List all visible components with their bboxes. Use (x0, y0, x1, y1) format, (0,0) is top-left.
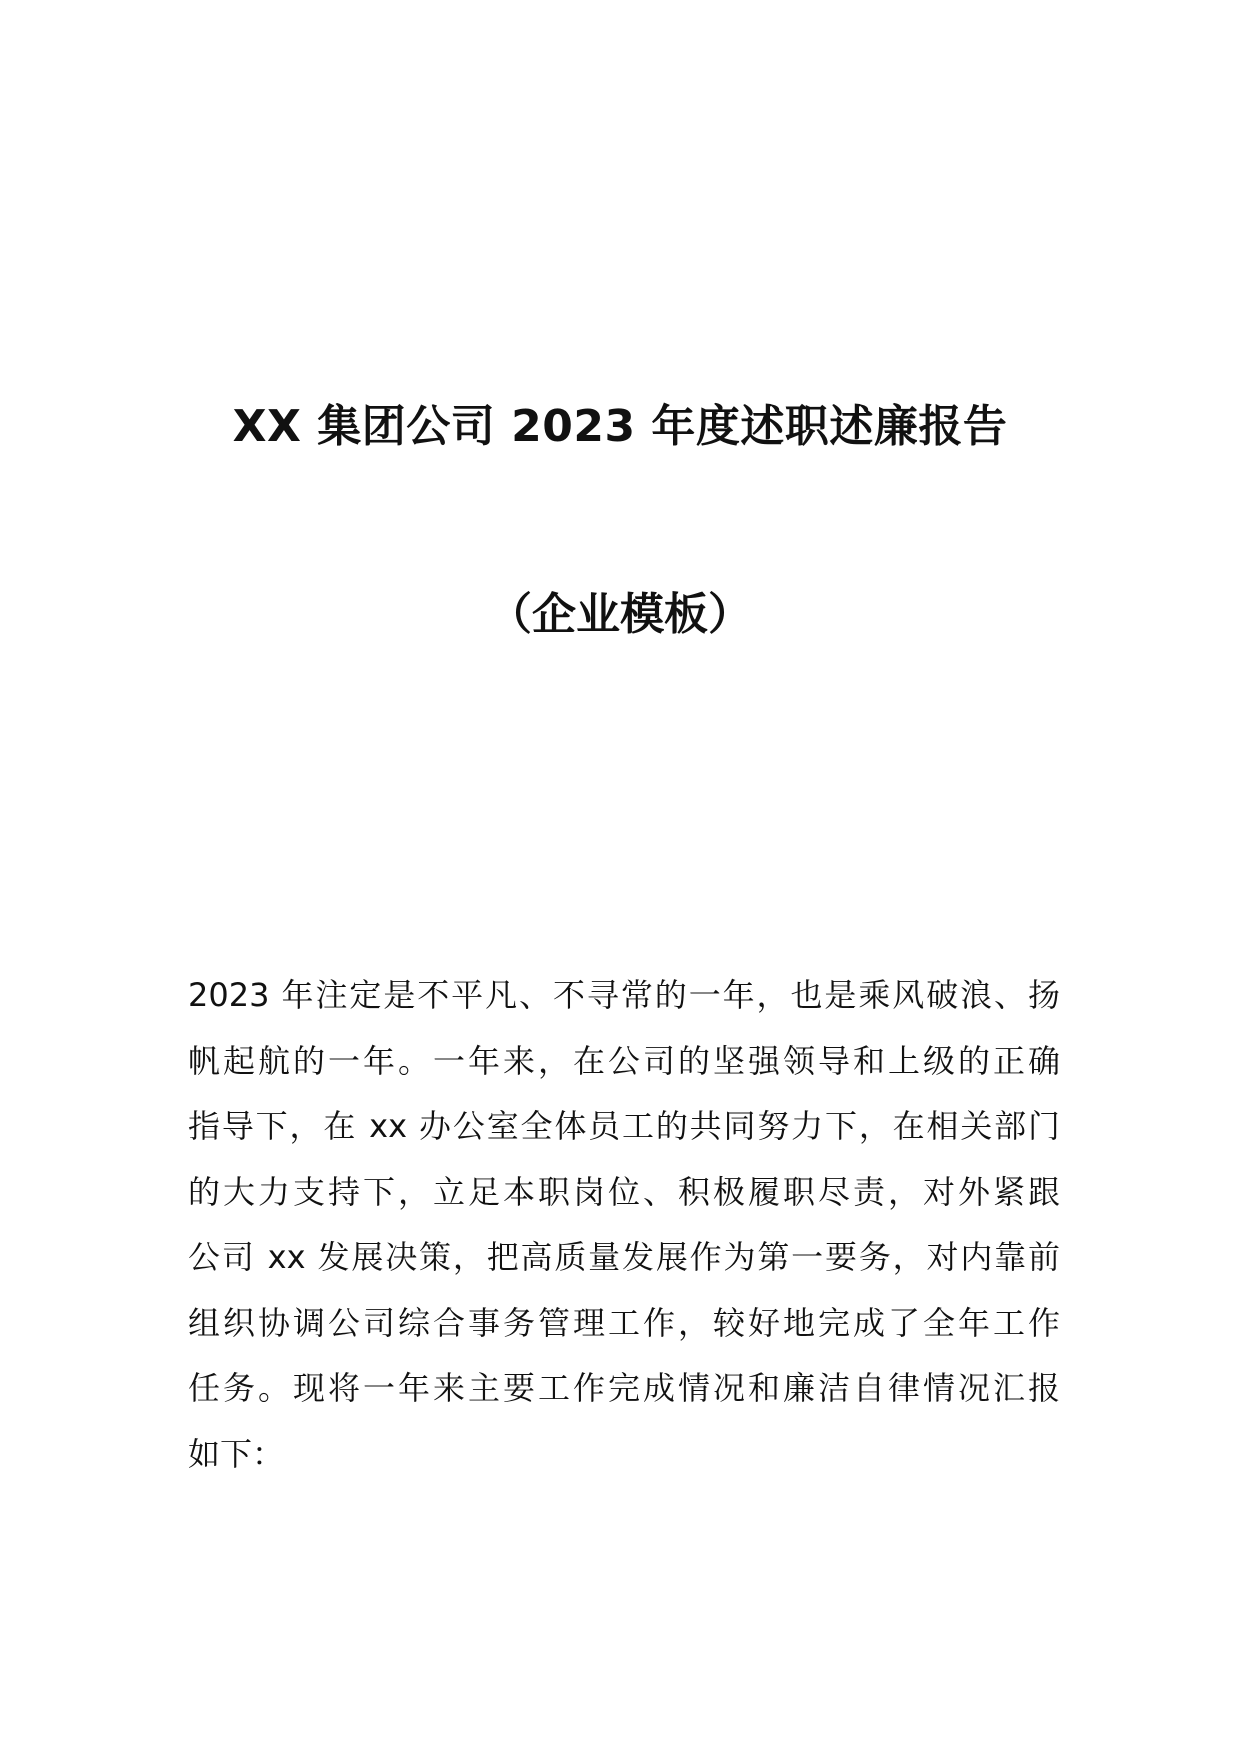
paragraph-line: 的大力支持下，立足本职岗位、积极履职尽责，对外紧跟 (188, 1172, 1060, 1211)
document-title: XX 集团公司 2023 年度述职述廉报告 (232, 401, 1008, 452)
paragraph-line: 任务。现将一年来主要工作完成情况和廉洁自律情况汇报 (188, 1369, 1060, 1407)
paragraph-line: 组织协调公司综合事务管理工作，较好地完成了全年工作 (188, 1303, 1060, 1342)
document-subtitle: （企业模板） (488, 589, 752, 640)
paragraph-line: 指导下，在 xx 办公室全体员工的共同努力下，在相关部门 (188, 1107, 1060, 1145)
paragraph-line: 如下： (188, 1434, 285, 1473)
paragraph-line: 帆起航的一年。一年来，在公司的坚强领导和上级的正确 (188, 1041, 1060, 1080)
intro-paragraph (188, 963, 1060, 1487)
paragraph-line: 2023 年注定是不平凡、不寻常的一年，也是乘风破浪、扬 (188, 976, 1060, 1014)
paragraph-line: 公司 xx 发展决策，把高质量发展作为第一要务，对内靠前 (188, 1238, 1060, 1276)
